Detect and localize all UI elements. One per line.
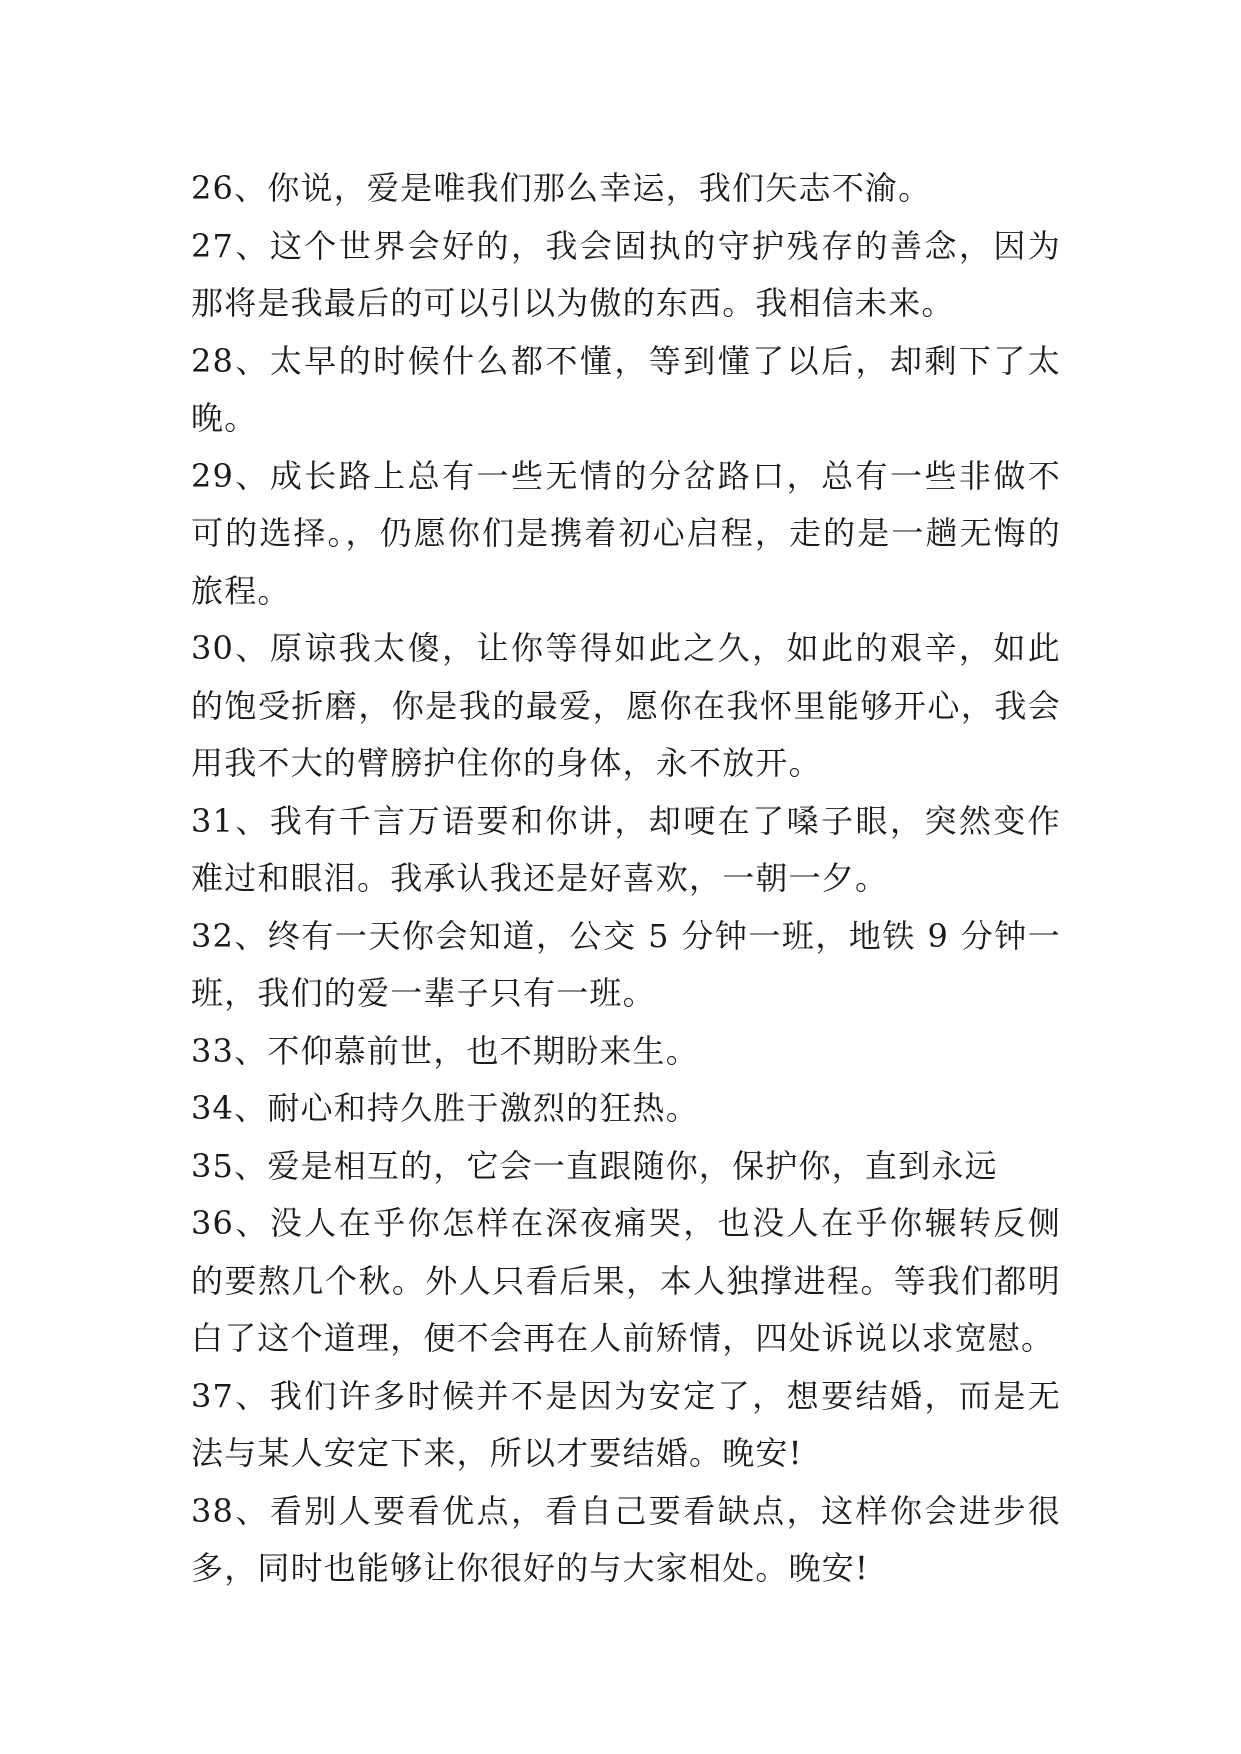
quote-entry-31: 31、我有千言万语要和你讲，却哽在了嗓子眼，突然变作难过和眼泪。我承认我还是好喜欢，一朝一夕。 bbox=[191, 801, 1061, 897]
quote-entry-33: 33、不仰慕前世，也不期盼来生。 bbox=[191, 1031, 699, 1070]
quote-entry-38: 38、看别人要看优点，看自己要看缺点，这样你会进步很多，同时也能够让你很好的与大家相处。晚安! bbox=[191, 1491, 1061, 1587]
quote-entry-32: 32、终有一天你会知道，公交 5 分钟一班，地铁 9 分钟一班，我们的爱一辈子只有一班。 bbox=[191, 916, 1061, 1012]
quote-entry-36: 36、没人在乎你怎样在深夜痛哭，也没人在乎你辗转反侧的要熬几个秋。外人只看后果，本人独撑进程。等我们都明白了这个道理，便不会再在人前矫情，四处诉说以求宽慰。 bbox=[191, 1204, 1061, 1357]
quote-entry-30: 30、原谅我太傻，让你等得如此之久，如此的艰辛，如此的饱受折磨，你是我的最爱，愿你在我怀里能够开心，我会用我不大的臂膀护住你的身体，永不放开。 bbox=[191, 629, 1061, 782]
document-body bbox=[191, 160, 1061, 1598]
quote-entry-26: 26、你说，爱是唯我们那么幸运，我们矢志不渝。 bbox=[191, 169, 932, 207]
quote-entry-37: 37、我们许多时候并不是因为安定了，想要结婚，而是无法与某人安定下来，所以才要结婚。晚安! bbox=[191, 1376, 1061, 1472]
quote-entry-28: 28、太早的时候什么都不懂，等到懂了以后，却剩下了太晚。 bbox=[191, 341, 1061, 437]
quote-entry-29: 29、成长路上总有一些无情的分岔路口，总有一些非做不可的选择。，仍愿你们是携着初心启程，走的是一趟无悔的旅程。 bbox=[191, 456, 1061, 610]
quote-entry-35: 35、爱是相互的，它会一直跟随你，保护你，直到永远 bbox=[191, 1146, 998, 1185]
quote-entry-34: 34、耐心和持久胜于激烈的狂热。 bbox=[191, 1089, 699, 1127]
quote-entry-27: 27、这个世界会好的，我会固执的守护残存的善念，因为那将是我最后的可以引以为傲的东西。我相信未来。 bbox=[191, 226, 1061, 322]
